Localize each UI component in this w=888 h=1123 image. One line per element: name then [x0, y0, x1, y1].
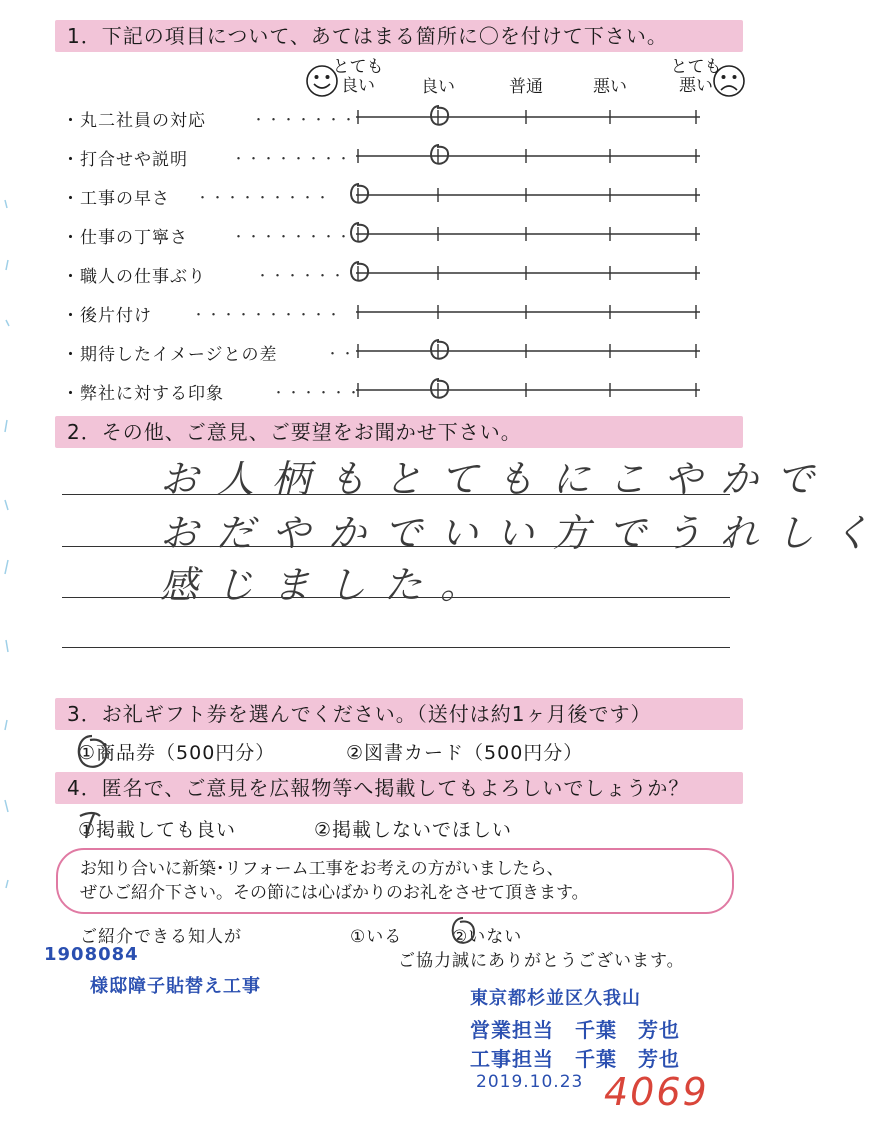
stamp-construction: 工事担当 千葉 芳也: [470, 1047, 680, 1071]
selected-rating-mark-4: [346, 259, 372, 285]
publish-option-1[interactable]: ①掲載しても良い: [78, 819, 237, 841]
section2-header: 2．その他、ご意見、ご要望をお聞かせ下さい。: [55, 416, 743, 448]
selected-rating-mark-0: [426, 103, 452, 129]
question-label-6: ・期待したイメージとの差: [62, 345, 278, 365]
rating-scale-0[interactable]: [356, 110, 700, 124]
scan-edge-marks: [0, 0, 16, 1123]
selected-rating-mark-6: [426, 337, 452, 363]
question-leader-dots-1: ・・・・・・・・: [232, 152, 353, 167]
question-label-2: ・工事の早さ: [62, 189, 170, 209]
stamp-project: 様邸障子貼替え工事: [90, 976, 261, 997]
question-leader-dots-5: ・・・・・・・・・・: [192, 308, 343, 323]
gift-option-1[interactable]: ①商品券（500円分）: [78, 742, 276, 764]
referral-option-no[interactable]: ②いない: [452, 927, 523, 947]
hand-drawn-circle-mark: [70, 730, 114, 774]
stamp-location: 東京都杉並区久我山: [470, 988, 641, 1009]
selected-rating-mark-3: [346, 220, 372, 246]
stamp-date: 2019.10.23: [476, 1072, 584, 1092]
rating-scale-5[interactable]: [356, 305, 700, 319]
rating-column-label-1: 良い: [421, 77, 455, 97]
selected-rating-mark-7: [426, 376, 452, 402]
rating-scale-1[interactable]: [356, 149, 700, 163]
publish-option-2[interactable]: ②掲載しないでほしい: [314, 819, 513, 841]
selected-rating-mark-2: [346, 181, 372, 207]
rating-scale-4[interactable]: [356, 266, 700, 280]
referral-label: ご紹介できる知人が: [80, 927, 242, 947]
handwritten-number: 4069: [604, 1070, 709, 1114]
question-label-7: ・弊社に対する印象: [62, 384, 224, 404]
rating-column-label-4: とても 悪い: [670, 57, 722, 96]
rating-scale-2[interactable]: [356, 188, 700, 202]
rating-scale-6[interactable]: [356, 344, 700, 358]
question-label-3: ・仕事の丁寧さ: [62, 228, 188, 248]
question-leader-dots-2: ・・・・・・・・・: [196, 191, 332, 206]
gift-option-2[interactable]: ②図書カード（500円分）: [346, 742, 584, 764]
question-label-4: ・職人の仕事ぶり: [62, 267, 206, 287]
question-label-5: ・後片付け: [62, 306, 152, 326]
question-leader-dots-3: ・・・・・・・・: [232, 230, 353, 245]
rating-scale-7[interactable]: [356, 383, 700, 397]
section1-header: 1．下記の項目について、あてはまる箇所に〇を付けて下さい。: [55, 20, 743, 52]
handwritten-comment-line-1: お人柄もとてもにこやかで: [160, 457, 833, 501]
hand-drawn-circle-mark: [446, 914, 480, 948]
section3-header: 3．お礼ギフト券を選んでください。（送付は約1ヶ月後です）: [55, 698, 743, 730]
writing-line-4: [62, 647, 730, 648]
handwritten-comment-line-2: おだやかでいい方でうれしく: [160, 511, 888, 555]
question-leader-dots-7: ・・・・・・: [272, 386, 363, 401]
rating-column-label-2: 普通: [509, 77, 543, 97]
referral-notice-box: [56, 848, 734, 914]
notice-line-1: お知り合いに新築･リフォーム工事をお考えの方がいましたら、: [80, 859, 564, 879]
question-leader-dots-6: ・・: [326, 347, 357, 362]
rating-column-label-0: とても 良い: [332, 57, 384, 96]
handwritten-comment-line-3: 感じました。: [160, 563, 497, 607]
rating-scale-3[interactable]: [356, 227, 700, 241]
notice-line-2: ぜひご紹介下さい。その節には心ばかりのお礼をさせて頂きます。: [80, 883, 589, 903]
hand-drawn-check-mark: [74, 808, 110, 844]
question-leader-dots-0: ・・・・・・・: [252, 113, 358, 128]
selected-rating-mark-1: [426, 142, 452, 168]
thanks-message: ご協力誠にありがとうございます。: [398, 951, 685, 971]
rating-column-label-3: 悪い: [593, 77, 627, 97]
question-label-0: ・丸二社員の対応: [62, 111, 206, 131]
stamp-code: 1908084: [44, 944, 139, 965]
referral-option-yes[interactable]: ①いる: [350, 927, 403, 947]
question-label-1: ・打合せや説明: [62, 150, 188, 170]
stamp-sales: 営業担当 千葉 芳也: [470, 1018, 680, 1042]
question-leader-dots-4: ・・・・・・: [256, 269, 347, 284]
section4-header: 4．匿名で、ご意見を広報物等へ掲載してもよろしいでしょうか？: [55, 772, 743, 804]
